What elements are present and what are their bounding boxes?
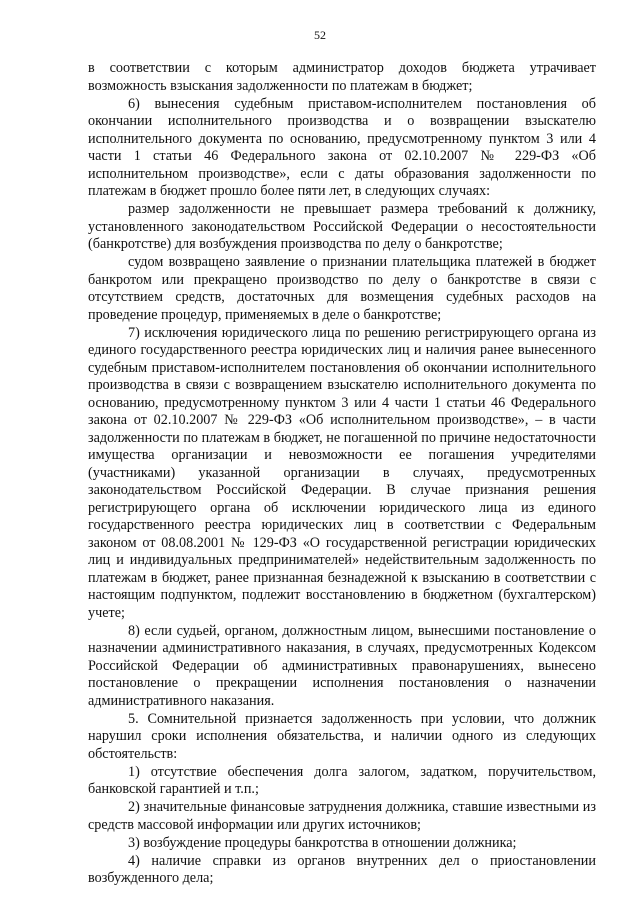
paragraph: 1) отсутствие обеспечения долга залогом, задатком, поручительством, банковской гарантией и т.п.; — [88, 763, 596, 797]
paragraph: размер задолженности не превышает размера требований к должнику, установленного законодательством Российской Федерации о несостоятельности (банкротстве) для возбуждения производства по делу о банкротстве; — [88, 201, 596, 252]
page-number: 52 — [314, 28, 326, 42]
paragraph: 2) значительные финансовые затруднения должника, ставшие известными из средств массовой информации или других источников; — [88, 799, 596, 833]
paragraph: судом возвращено заявление о признании плательщика платежей в бюджет банкротом или прекращено производство по делу о банкротстве в связи с отсутствием средств, достаточных для возмещения судебных расходов на проведение процедур, применяемых в деле о банкротстве; — [88, 254, 596, 323]
paragraph: 5. Сомнительной признается задолженность при условии, что должник нарушил сроки исполнения обязательства, и наличии одного из следующих обстоятельств: — [88, 710, 596, 762]
paragraph: 6) вынесения судебным приставом-исполнителем постановления об окончании исполнительного производства и о возвращении взыскателю исполнительного документа по основанию, предусмотренному пунктом 3 или 4 части 1 статьи 46 Федерального закона от 02.10.2007 № 229-ФЗ «Об исполнительном производстве», если с даты образования задолженности по платежам в бюджет прошло более пяти лет, в следующих случаях: — [88, 95, 596, 199]
paragraph: 3) возбуждение процедуры банкротства в отношении должника; — [128, 834, 517, 851]
paragraph: 4) наличие справки из органов внутренних дел о приостановлении возбужденного дела; — [88, 852, 596, 886]
paragraph: в соответствии с которым администратор доходов бюджета утрачивает возможность взыскания задолженности по платежам в бюджет; — [88, 60, 596, 94]
paragraph: 7) исключения юридического лица по решению регистрирующего органа из единого государственного реестра юридических лиц и наличия ранее вынесенного судебным приставом-исполнителем постановления об окончании исполнительного производства в связи с возвращением взыскателю исполнительного документа по основанию, предусмотренному пунктом 3 или 4 части 1 статьи 46 Федерального закона от 02.10.2007 № 229-ФЗ «Об исполнительном производстве», – в части задолженности по платежам в бюджет, не погашенной по причине недостаточности имущества организации и невозможности ее погашения учредителями (участниками) указанной организации в случаях, предусмотренных законодательством Российской Федерации. В случае признания решения регистрирующего органа об исключении юридического лица из единого государственного реестра юридических лиц в соответствии с Федеральным законом от 08.08.2001 № 129-ФЗ «О государственной регистрации юридических лиц и индивидуальных предпринимателей» недействительным задолженность по платежам в бюджет, ранее признанная безнадежной к взысканию в соответствии с настоящим подпунктом, подлежит восстановлению в бюджетном (бухгалтерском) учете; — [88, 324, 596, 621]
paragraph: 8) если судьей, органом, должностным лицом, вынесшими постановление о назначении административного наказания, в случаях, предусмотренных Кодексом Российской Федерации об административных правонарушениях, вынесено постановление о прекращении исполнения постановления о назначении административного наказания. — [88, 622, 596, 709]
document-body — [88, 60, 596, 888]
